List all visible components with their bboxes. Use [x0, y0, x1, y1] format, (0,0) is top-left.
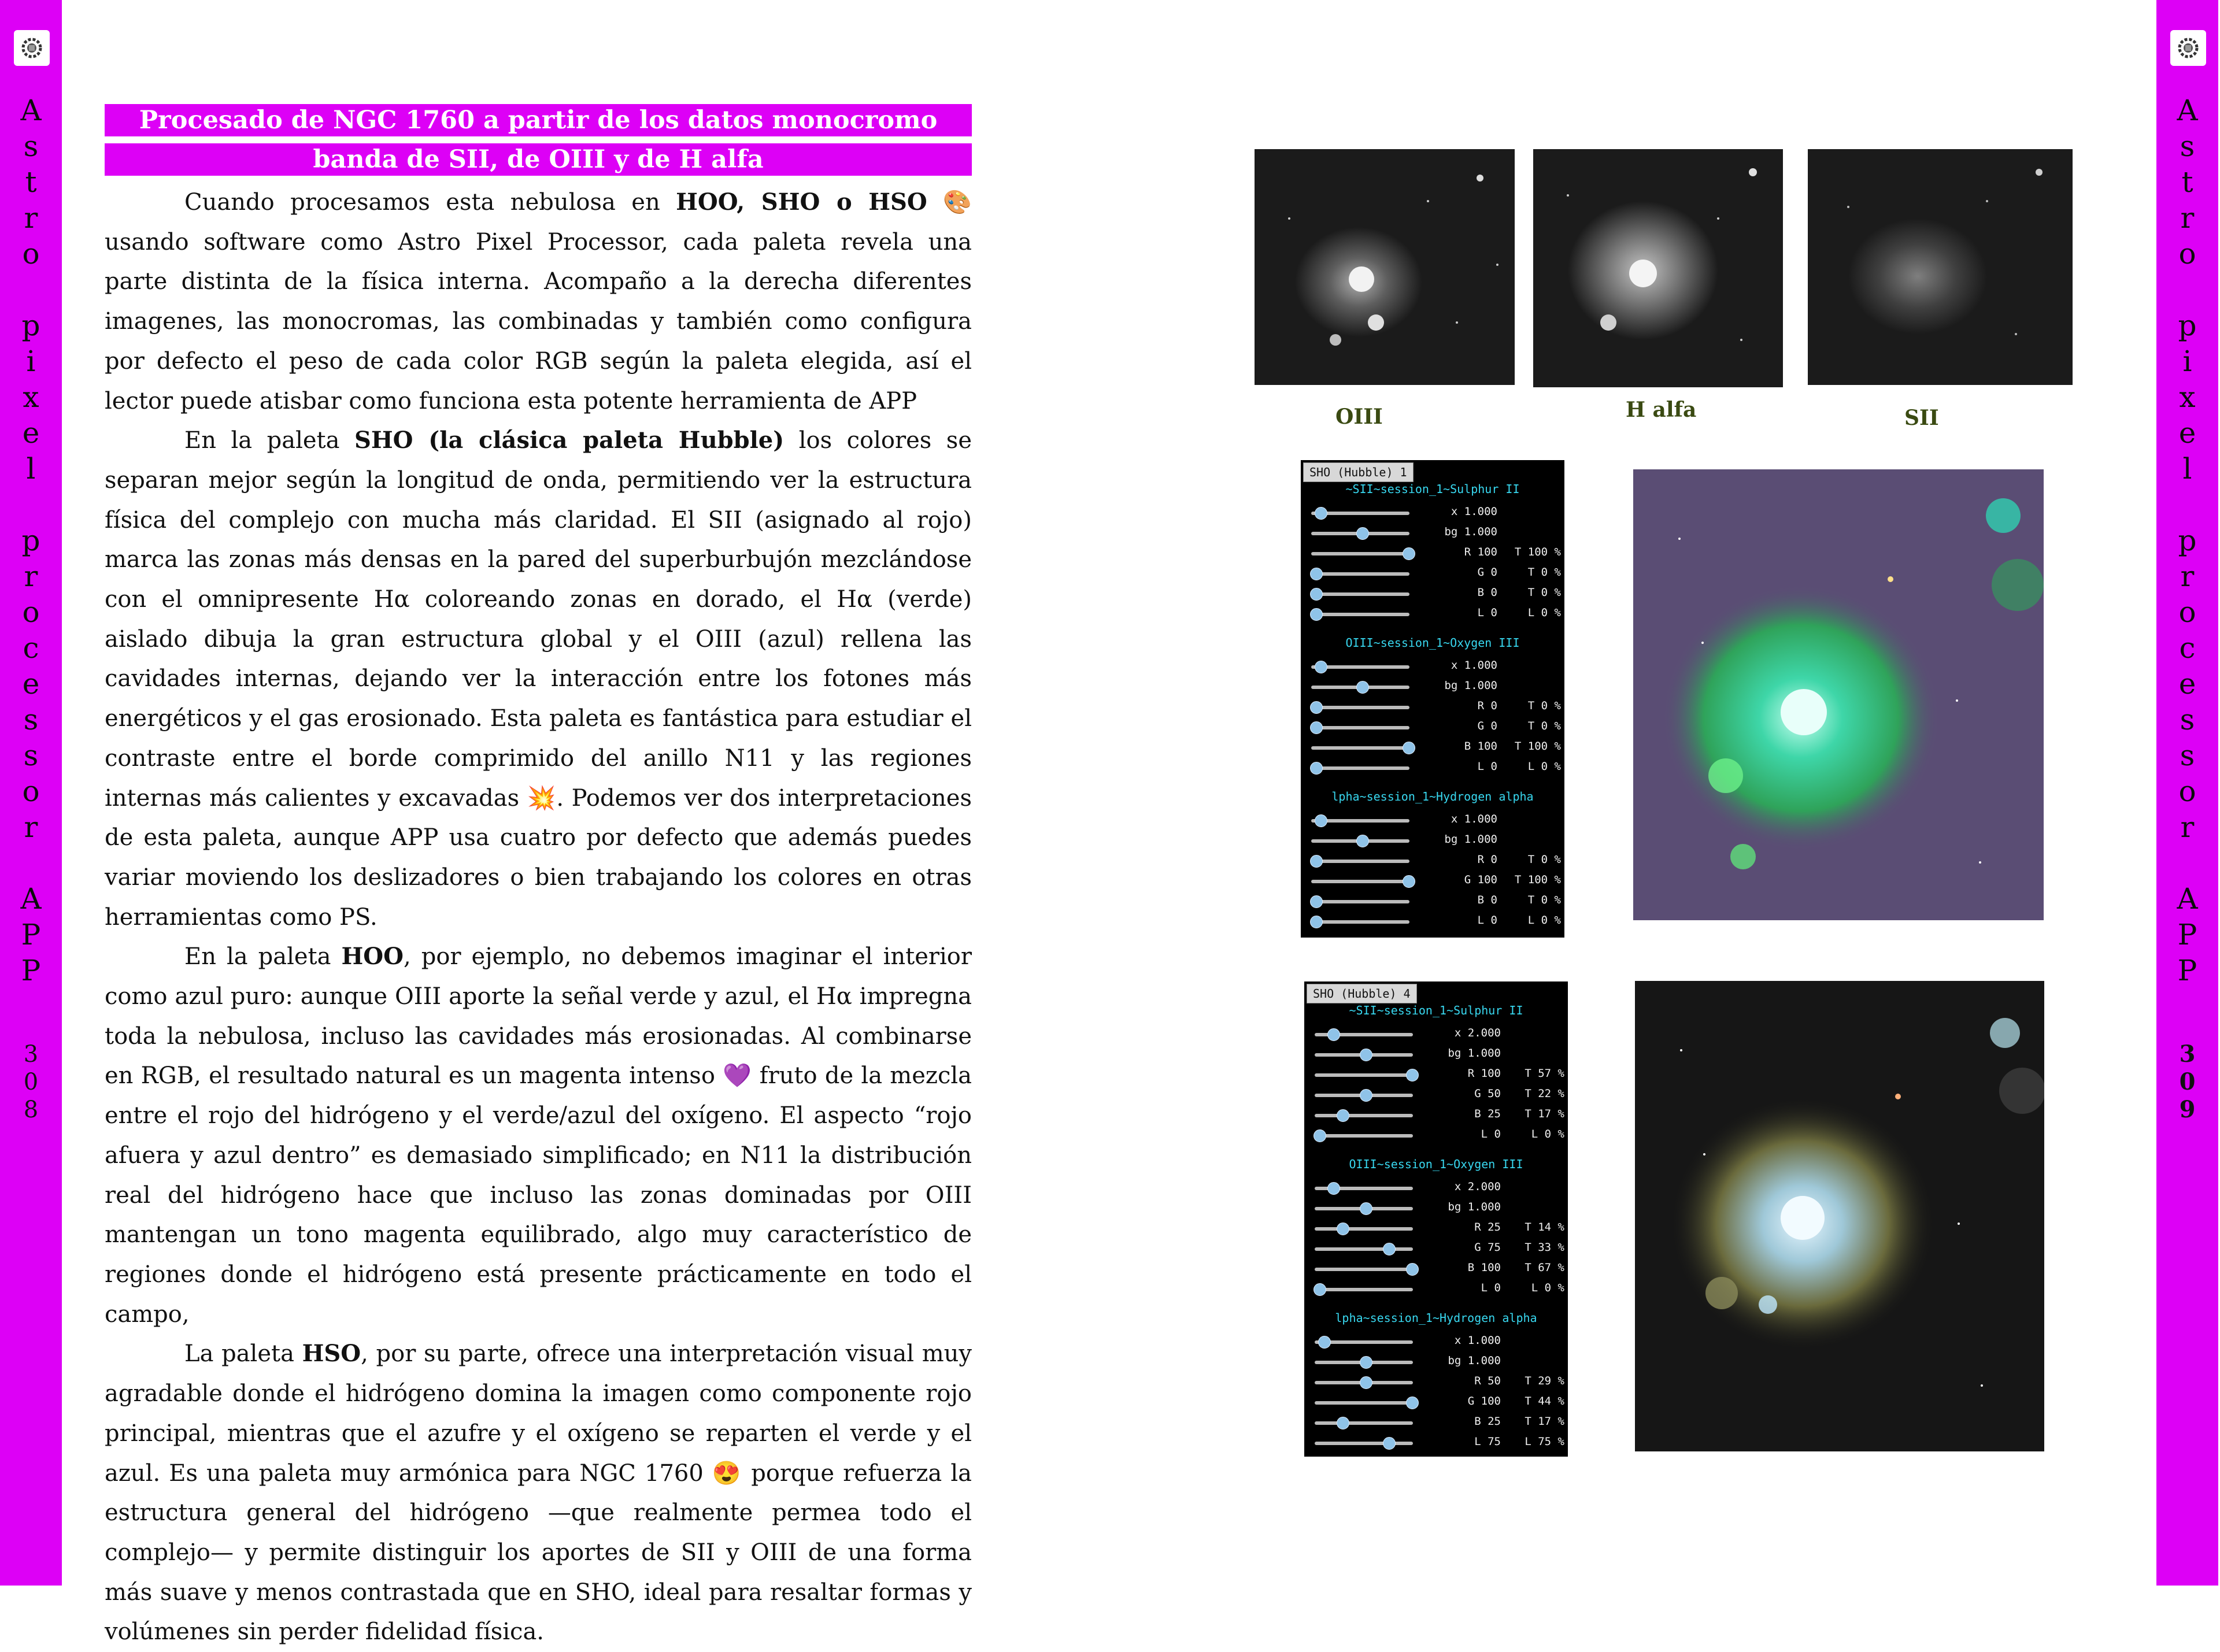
slider-handle[interactable] [1337, 1223, 1349, 1235]
slider-value-label: x 1.000 [1451, 659, 1497, 672]
caption-sii: SII [1904, 406, 1939, 430]
slider-percent-label: T 0 % [1527, 566, 1561, 579]
vertical-title-char: s [2180, 129, 2195, 163]
vertical-title-char: P [21, 954, 41, 987]
channel-section-title: OIII~session_1~Oxygen III [1349, 1157, 1523, 1171]
channel-slider-row [1304, 1065, 1568, 1084]
channel-section-title: ~SII~session_1~Sulphur II [1345, 482, 1520, 496]
slider-value-label: B 0 [1477, 894, 1497, 906]
channel-slider-row [1304, 1392, 1568, 1412]
right-vertical-title [2156, 92, 2218, 988]
slider-value-label: G 75 [1474, 1241, 1501, 1254]
channel-slider-row [1304, 1085, 1568, 1105]
vertical-title-char: r [24, 810, 38, 844]
slider-handle[interactable] [1406, 1263, 1419, 1276]
vertical-title-gap [0, 845, 62, 881]
slider-track[interactable] [1311, 613, 1409, 616]
slider-value-label: bg 1.000 [1448, 1047, 1501, 1060]
slider-percent-label: T 0 % [1527, 853, 1561, 866]
vertical-title-char: A [2177, 94, 2198, 127]
slider-handle[interactable] [1310, 721, 1323, 734]
vertical-title-char: i [26, 345, 36, 378]
slider-value-label: G 0 [1477, 566, 1497, 579]
slider-value-label: R 50 [1474, 1375, 1501, 1387]
channel-slider-row [1301, 584, 1564, 603]
slider-percent-label: L 0 % [1527, 914, 1561, 927]
slider-handle[interactable] [1327, 1182, 1340, 1195]
slider-handle[interactable] [1403, 875, 1415, 888]
vertical-title-char: p [21, 309, 40, 342]
slider-percent-label: T 57 % [1525, 1067, 1564, 1080]
slider-value-label: G 50 [1474, 1087, 1501, 1100]
vertical-title-char: o [22, 775, 40, 808]
vertical-title-gap [2156, 487, 2218, 523]
channel-slider-row [1301, 738, 1564, 757]
sho-hubble-1-composite-image [1633, 469, 2044, 920]
vertical-title-char: p [2178, 309, 2197, 342]
vertical-title-char: r [24, 201, 38, 235]
slider-percent-label: T 0 % [1527, 699, 1561, 712]
slider-value-label: bg 1.000 [1444, 679, 1497, 692]
slider-handle[interactable] [1310, 588, 1323, 601]
slider-percent-label: L 0 % [1531, 1281, 1564, 1294]
vertical-title-char: c [23, 631, 39, 665]
slider-value-label: G 100 [1467, 1395, 1501, 1407]
slider-handle[interactable] [1360, 1376, 1372, 1389]
vertical-title-gap [2156, 272, 2218, 308]
channel-slider-row [1301, 831, 1564, 850]
slider-track[interactable] [1311, 766, 1409, 770]
slider-handle[interactable] [1406, 1069, 1419, 1081]
paragraph-2: En la paleta SHO (la clásica paleta Hubble) los colores se separan mejor según la longitud de onda, permitiendo ver la estructura física del complejo con mucha más claridad. El SII (asignado al rojo) marca las zonas más densas en la pared del superburbujón mezclándose con el omnipresente Hα coloreando zonas en dorado, el Hα (verde) aislado dibuja la gran estructura global y el OIII (azul) rellena las cavidades internas, dejando ver la interacción entre los fotones más energéticos y el gas erosionado. Esta paleta es fantástica para estudiar el contraste entre el borde comprimido del anillo N11 y las regiones internas más calientes y excavadas 💥. Podemos ver dos interpretaciones de esta paleta, aunque APP usa cuatro por defecto que además puedes variar moviendo los deslizadores o bien trabajando los colores en otras herramientas como PS. [105, 427, 972, 931]
sii-mono-image [1808, 149, 2073, 385]
slider-percent-label: T 22 % [1525, 1087, 1564, 1100]
slider-handle[interactable] [1383, 1243, 1396, 1255]
slider-handle[interactable] [1315, 507, 1327, 520]
channel-slider-row [1301, 717, 1564, 737]
right-sidebar [2156, 0, 2218, 1586]
slider-value-label: B 100 [1464, 740, 1497, 753]
channel-section-title: lpha~session_1~Hydrogen alpha [1331, 790, 1534, 803]
slider-value-label: x 1.000 [1454, 1334, 1501, 1347]
page-number-digit: 3 [23, 1041, 39, 1068]
palette-emoji-icon: 🎨 [943, 189, 972, 216]
sho-hubble-1-panel [1301, 460, 1564, 938]
slider-percent-label: T 17 % [1525, 1107, 1564, 1120]
slider-handle[interactable] [1360, 1202, 1372, 1215]
channel-slider-row [1304, 1433, 1568, 1453]
slider-handle[interactable] [1314, 1283, 1326, 1296]
slider-value-label: R 100 [1467, 1067, 1501, 1080]
slider-percent-label: L 0 % [1531, 1128, 1564, 1140]
slider-handle[interactable] [1360, 1356, 1372, 1369]
vertical-title-char: e [22, 416, 40, 450]
left-vertical-title [0, 92, 62, 988]
slider-value-label: bg 1.000 [1448, 1201, 1501, 1213]
slider-value-label: L 0 [1477, 760, 1497, 773]
channel-slider-row [1304, 1352, 1568, 1372]
vertical-title-char: P [21, 918, 41, 951]
caption-oiii: OIII [1335, 405, 1383, 429]
slider-value-label: L 0 [1481, 1281, 1501, 1294]
channel-slider-row [1301, 543, 1564, 563]
channel-slider-row [1301, 758, 1564, 777]
vertical-title-char: A [2177, 882, 2198, 916]
vertical-title-char: s [2180, 739, 2195, 772]
slider-track[interactable] [1311, 880, 1409, 883]
channel-slider-row [1304, 1044, 1568, 1064]
panel-tab[interactable]: SHO (Hubble) 4 [1307, 984, 1417, 1003]
vertical-title-char: A [20, 94, 42, 127]
channel-slider-row [1301, 564, 1564, 583]
slider-track[interactable] [1315, 1401, 1413, 1405]
caption-h-alfa: H alfa [1626, 398, 1697, 422]
slider-track[interactable] [1315, 1247, 1413, 1251]
slider-percent-label: T 0 % [1527, 894, 1561, 906]
channel-slider-row [1304, 1332, 1568, 1351]
channel-section-title: OIII~session_1~Oxygen III [1345, 636, 1520, 650]
slider-value-label: x 1.000 [1451, 813, 1497, 825]
vertical-title-char: o [22, 595, 40, 629]
channel-slider-row [1301, 810, 1564, 830]
left-sidebar [0, 0, 62, 1586]
slider-track[interactable] [1311, 900, 1409, 903]
slider-handle[interactable] [1337, 1417, 1349, 1429]
slider-handle[interactable] [1310, 855, 1323, 868]
slider-handle[interactable] [1403, 547, 1415, 560]
left-page [105, 104, 972, 1652]
slider-handle[interactable] [1310, 895, 1323, 908]
channel-slider-row [1304, 1024, 1568, 1044]
page-title-line-1: Procesado de NGC 1760 a partir de los datos monocromo [105, 104, 972, 136]
slider-value-label: bg 1.000 [1444, 525, 1497, 538]
vertical-title-gap [0, 272, 62, 308]
vertical-title-char: r [2180, 201, 2195, 235]
slider-value-label: R 0 [1477, 699, 1497, 712]
vertical-title-char: s [23, 703, 39, 736]
right-logo-icon [2170, 30, 2206, 66]
paragraph-4: La paleta HSO, por su parte, ofrece una interpretación visual muy agradable donde el hidrógeno domina la imagen como componente rojo principal, mientras que el azufre y el oxígeno se reparten el verde y el azul. Es una paleta muy armónica para NGC 1760 😍 porque refuerza la estructura general del hidrógeno —que realmente permea todo el complejo— y permite distinguir los aportes de SII y OIII de una forma más suave y menos contrastada que en SHO, ideal para resaltar formas y volúmenes sin perder fidelidad física. [105, 1340, 972, 1646]
slider-track[interactable] [1311, 592, 1409, 596]
vertical-title-char: e [22, 667, 40, 701]
right-page-number [2156, 1040, 2218, 1124]
slider-handle[interactable] [1360, 1089, 1372, 1102]
slider-handle[interactable] [1327, 1028, 1340, 1041]
slider-handle[interactable] [1360, 1049, 1372, 1061]
page-number-digit: 0 [23, 1069, 39, 1095]
slider-value-label: L 0 [1477, 914, 1497, 927]
slider-value-label: L 75 [1474, 1435, 1501, 1448]
slider-percent-label: T 100 % [1514, 546, 1561, 558]
oiii-mono-image [1255, 149, 1515, 385]
slider-handle[interactable] [1315, 814, 1327, 827]
vertical-title-char: i [2182, 345, 2192, 378]
slider-percent-label: T 67 % [1525, 1261, 1564, 1274]
slider-value-label: R 0 [1477, 853, 1497, 866]
slider-value-label: B 100 [1467, 1261, 1501, 1274]
vertical-title-char: l [26, 452, 36, 486]
slider-track[interactable] [1315, 1134, 1413, 1138]
slider-handle[interactable] [1383, 1437, 1396, 1450]
vertical-title-char: e [2178, 667, 2196, 701]
slider-track[interactable] [1315, 1114, 1413, 1117]
vertical-title-char: l [2182, 452, 2192, 486]
purple-heart-emoji-icon: 💜 [723, 1062, 752, 1090]
channel-slider-row [1304, 1105, 1568, 1125]
vertical-title-char: o [2178, 595, 2196, 629]
channel-slider-row [1301, 912, 1564, 931]
left-page-number [0, 1040, 62, 1124]
slider-value-label: B 25 [1474, 1107, 1501, 1120]
channel-slider-row [1301, 604, 1564, 624]
slider-percent-label: T 0 % [1527, 586, 1561, 599]
slider-track[interactable] [1311, 572, 1409, 576]
paragraph-3: En la paleta HOO, por ejemplo, no debemos imaginar el interior como azul puro: aunque OIII aporte la señal verde y azul, el Hα impregna toda la nebulosa, incluso las cavidades más erosionadas. Al combinarse en RGB, el resultado natural es un magenta intenso 💜 fruto de la mezcla entre el rojo del hidrógeno y el verde/azul del oxígeno. El aspecto “rojo afuera y azul dentro” es demasiado simplificado; en N11 la distribución real del hidrógeno hace que incluso las zonas dominadas por OIII mantengan un tono magenta equilibrado, algo muy característico de regiones donde el hidrógeno está presente prácticamente en todo el campo, [105, 943, 972, 1328]
slider-handle[interactable] [1406, 1397, 1419, 1409]
slider-percent-label: T 14 % [1525, 1221, 1564, 1234]
slider-value-label: x 2.000 [1454, 1180, 1501, 1193]
slider-track[interactable] [1315, 1268, 1413, 1271]
channel-slider-row [1301, 523, 1564, 543]
slider-value-label: G 0 [1477, 720, 1497, 732]
vertical-title-char: t [25, 165, 37, 199]
vertical-title-char: o [2178, 775, 2196, 808]
vertical-title-char: s [23, 129, 39, 163]
page-number-digit: 8 [23, 1097, 39, 1123]
left-logo-icon [14, 30, 50, 66]
panel-tab[interactable]: SHO (Hubble) 1 [1303, 462, 1414, 482]
vertical-title-char: x [23, 380, 39, 414]
vertical-title-char: P [2177, 918, 2197, 951]
vertical-title-char: r [24, 560, 38, 593]
channel-slider-row [1301, 891, 1564, 911]
slider-value-label: bg 1.000 [1444, 833, 1497, 846]
slider-percent-label: T 33 % [1525, 1241, 1564, 1254]
h-alpha-mono-image [1533, 149, 1783, 387]
slider-handle[interactable] [1356, 835, 1369, 847]
slider-handle[interactable] [1310, 568, 1323, 580]
vertical-title-char: c [2179, 631, 2196, 665]
slider-track[interactable] [1315, 1421, 1413, 1425]
slider-value-label: L 0 [1481, 1128, 1501, 1140]
vertical-title-gap [2156, 845, 2218, 881]
slider-track[interactable] [1311, 746, 1409, 750]
slider-value-label: R 25 [1474, 1221, 1501, 1234]
article-body [105, 183, 972, 1652]
slider-track[interactable] [1315, 1442, 1413, 1445]
vertical-title-char: e [2178, 416, 2196, 450]
slider-track[interactable] [1311, 920, 1409, 924]
vertical-title-char: p [2178, 524, 2197, 557]
channel-slider-row [1304, 1198, 1568, 1218]
vertical-title-char: r [2180, 810, 2195, 844]
channel-slider-row [1301, 503, 1564, 523]
vertical-title-char: o [2178, 237, 2196, 271]
page-number-digit: 3 [2179, 1040, 2196, 1068]
slider-track[interactable] [1311, 706, 1409, 709]
slider-handle[interactable] [1315, 661, 1327, 673]
sho-hubble-4-panel [1304, 981, 1568, 1457]
channel-slider-row [1301, 871, 1564, 891]
slider-percent-label: L 0 % [1527, 606, 1561, 619]
slider-track[interactable] [1311, 726, 1409, 729]
slider-handle[interactable] [1310, 762, 1323, 775]
channel-slider-row [1301, 677, 1564, 697]
slider-percent-label: T 100 % [1514, 740, 1561, 753]
slider-handle[interactable] [1337, 1109, 1349, 1122]
slider-track[interactable] [1315, 1073, 1413, 1077]
slider-percent-label: L 0 % [1527, 760, 1561, 773]
vertical-title-char: P [2177, 954, 2197, 987]
slider-handle[interactable] [1310, 701, 1323, 714]
channel-slider-row [1304, 1259, 1568, 1279]
slider-percent-label: T 29 % [1525, 1375, 1564, 1387]
slider-value-label: L 0 [1477, 606, 1497, 619]
slider-handle[interactable] [1356, 527, 1369, 540]
explosion-emoji-icon: 💥 [527, 784, 557, 812]
vertical-title-char: t [2181, 165, 2193, 199]
slider-value-label: B 25 [1474, 1415, 1501, 1428]
vertical-title-char: s [2180, 703, 2195, 736]
slider-track[interactable] [1315, 1288, 1413, 1291]
slider-handle[interactable] [1318, 1336, 1331, 1349]
sho-hubble-4-composite-image [1635, 981, 2044, 1451]
paragraph-1: Cuando procesamos esta nebulosa en HOO, SHO o HSO 🎨 usando software como Astro Pixel Processor, cada paleta revela una parte distinta de la física interna. Acompaño a la derecha diferentes imagenes, las monocromas, las combinadas y también como configura por defecto el peso de cada color RGB según la paleta elegida, así el lector puede atisbar como funciona esta potente herramienta de APP [105, 188, 972, 414]
slider-value-label: x 2.000 [1454, 1027, 1501, 1039]
channel-slider-row [1304, 1178, 1568, 1198]
channel-slider-row [1304, 1279, 1568, 1299]
slider-percent-label: T 0 % [1527, 720, 1561, 732]
vertical-title-char: s [23, 739, 39, 772]
heart-eyes-emoji-icon: 😍 [712, 1460, 743, 1487]
vertical-title-char: p [21, 524, 40, 557]
vertical-title-char: r [2180, 560, 2195, 593]
slider-handle[interactable] [1314, 1129, 1326, 1142]
channel-slider-row [1304, 1218, 1568, 1238]
page-title-line-2: banda de SII, de OIII y de H alfa [105, 143, 972, 176]
page-number-digit: 9 [2179, 1096, 2196, 1123]
slider-percent-label: T 44 % [1525, 1395, 1564, 1407]
vertical-title-char: o [22, 237, 40, 271]
slider-value-label: R 100 [1464, 546, 1497, 558]
slider-value-label: bg 1.000 [1448, 1354, 1501, 1367]
channel-section-title: lpha~session_1~Hydrogen alpha [1335, 1311, 1537, 1325]
channel-slider-row [1301, 697, 1564, 717]
slider-value-label: B 0 [1477, 586, 1497, 599]
slider-percent-label: T 100 % [1514, 873, 1561, 886]
slider-percent-label: L 75 % [1525, 1435, 1564, 1448]
slider-track[interactable] [1311, 552, 1409, 555]
slider-handle[interactable] [1310, 608, 1323, 621]
channel-slider-row [1304, 1239, 1568, 1258]
channel-section-title: ~SII~session_1~Sulphur II [1349, 1003, 1523, 1017]
vertical-title-char: A [20, 882, 42, 916]
vertical-title-char: x [2179, 380, 2196, 414]
channel-slider-row [1304, 1125, 1568, 1145]
channel-slider-row [1304, 1413, 1568, 1432]
page-number-digit: 0 [2179, 1068, 2196, 1095]
channel-slider-row [1301, 851, 1564, 871]
slider-track[interactable] [1311, 860, 1409, 863]
slider-value-label: x 1.000 [1451, 505, 1497, 518]
channel-slider-row [1301, 657, 1564, 676]
slider-track[interactable] [1315, 1227, 1413, 1231]
channel-slider-row [1304, 1372, 1568, 1392]
slider-handle[interactable] [1310, 916, 1323, 928]
slider-percent-label: T 17 % [1525, 1415, 1564, 1428]
vertical-title-gap [0, 487, 62, 523]
slider-handle[interactable] [1356, 681, 1369, 694]
slider-handle[interactable] [1403, 742, 1415, 754]
slider-value-label: G 100 [1464, 873, 1497, 886]
